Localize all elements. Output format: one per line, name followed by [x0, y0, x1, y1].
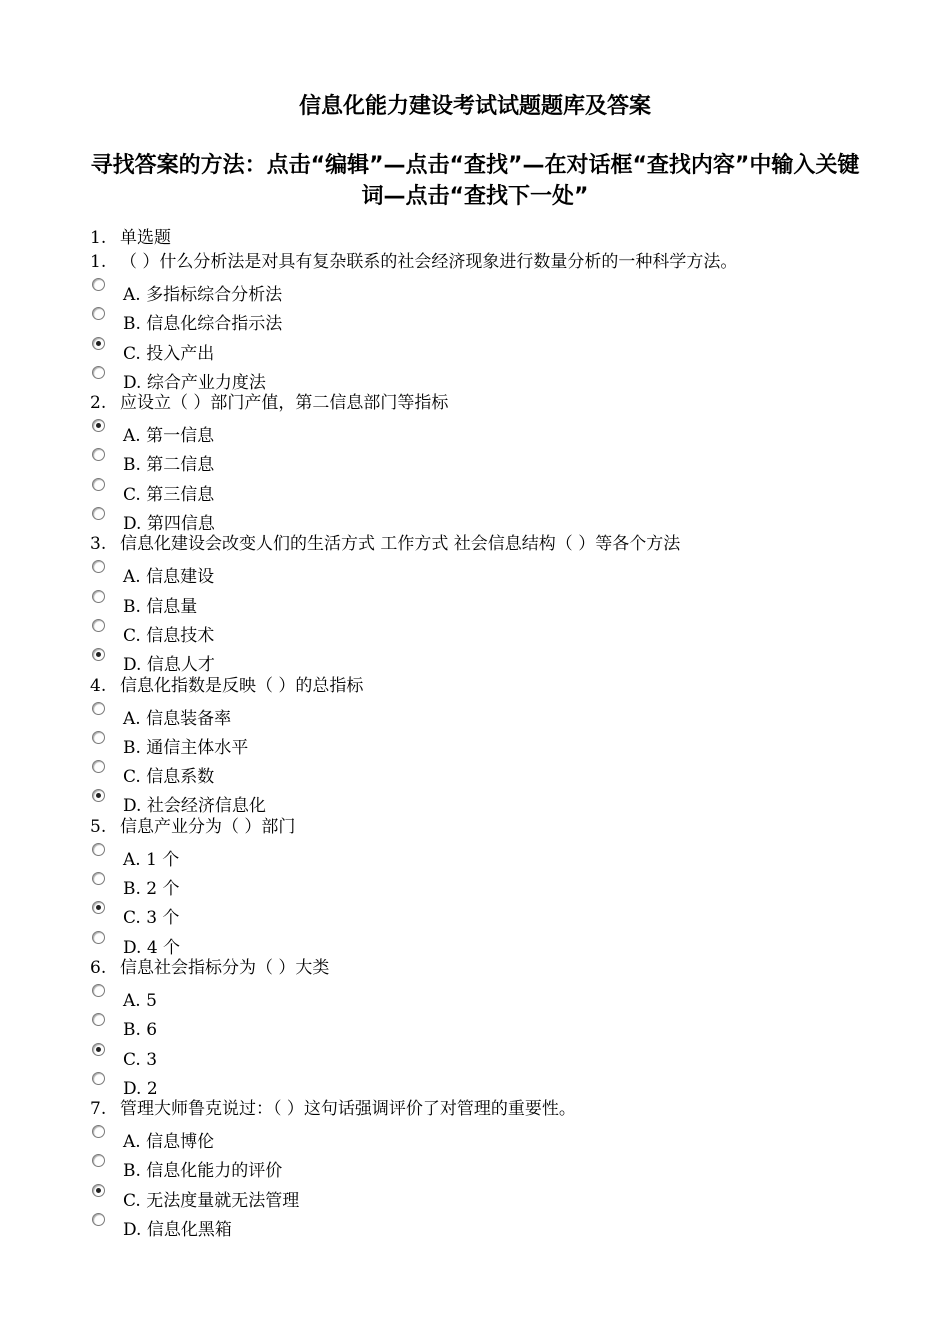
option-label: C. 信息系数: [123, 767, 215, 788]
radio-unchecked-icon[interactable]: [92, 760, 105, 773]
option-label: A. 5: [123, 990, 157, 1011]
option-label: B. 6: [123, 1020, 158, 1041]
option-row[interactable]: [90, 698, 870, 727]
radio-unchecked-icon[interactable]: [92, 619, 105, 632]
option-label: A. 多指标综合分析法: [123, 285, 283, 305]
option-label: C. 3 个: [123, 908, 180, 929]
radio-unchecked-icon[interactable]: [92, 448, 105, 461]
option-row[interactable]: [90, 927, 870, 956]
radio-unchecked-icon[interactable]: [92, 590, 105, 603]
option-label: D. 信息化黑箱: [123, 1220, 232, 1241]
radio-unchecked-icon[interactable]: [92, 1072, 105, 1085]
question-number: 6.: [90, 957, 107, 978]
option-row[interactable]: [90, 1068, 870, 1097]
section-label: 单选题: [120, 228, 171, 248]
radio-checked-icon[interactable]: [92, 419, 105, 432]
option-label: C. 无法度量就无法管理: [123, 1190, 300, 1211]
option-label: B. 第二信息: [123, 455, 215, 476]
option-row[interactable]: [90, 586, 870, 615]
option-label: C. 3: [123, 1049, 158, 1070]
radio-unchecked-icon[interactable]: [92, 872, 105, 885]
option-row[interactable]: [90, 644, 870, 676]
option-label: A. 信息装备率: [123, 708, 232, 729]
option-label: B. 通信主体水平: [123, 737, 249, 758]
radio-unchecked-icon[interactable]: [92, 307, 105, 320]
option-row[interactable]: [90, 980, 870, 1009]
option-label: B. 2 个: [123, 879, 180, 900]
option-label: D. 社会经济信息化: [123, 796, 266, 817]
radio-checked-icon[interactable]: [92, 789, 105, 802]
option-row[interactable]: [90, 1009, 870, 1041]
radio-unchecked-icon[interactable]: [92, 507, 105, 520]
radio-unchecked-icon[interactable]: [92, 702, 105, 715]
radio-unchecked-icon[interactable]: [92, 731, 105, 744]
option-label: A. 1 个: [123, 849, 180, 870]
radio-checked-icon[interactable]: [92, 1184, 105, 1197]
question-number: 5.: [90, 816, 107, 837]
option-label: B. 信息化能力的评价: [123, 1161, 283, 1182]
search-instructions: 寻找答案的方法：点击“编辑”—点击“查找”—在对话框“查找内容”中输入关键词—点击“查找下一处”: [90, 153, 860, 209]
option-row[interactable]: [90, 839, 870, 868]
option-row[interactable]: [90, 1209, 870, 1241]
option-row[interactable]: [90, 362, 870, 391]
option-label: D. 4 个: [123, 937, 181, 958]
option-row[interactable]: [90, 615, 870, 644]
radio-checked-icon[interactable]: [92, 337, 105, 350]
option-row[interactable]: [90, 785, 870, 817]
option-label: D. 信息人才: [123, 655, 215, 676]
radio-unchecked-icon[interactable]: [92, 278, 105, 291]
option-label: D. 第四信息: [123, 514, 215, 535]
option-row[interactable]: [90, 444, 870, 476]
radio-checked-icon[interactable]: [92, 1043, 105, 1056]
question-text: 信息社会指标分为（ ）大类: [120, 957, 330, 978]
questions: [90, 250, 870, 1241]
radio-unchecked-icon[interactable]: [92, 1125, 105, 1138]
option-label: C. 信息技术: [123, 625, 215, 646]
option-label: A. 信息建设: [123, 567, 215, 588]
question-text: 信息化指数是反映（ ）的总指标: [120, 675, 364, 696]
option-label: B. 信息化综合指示法: [123, 314, 283, 335]
question-list: [90, 226, 870, 1241]
option-label: D. 2: [123, 1078, 158, 1099]
section-heading: [90, 226, 870, 250]
option-row[interactable]: [90, 556, 870, 588]
question-1: [90, 250, 870, 274]
question-text: 信息产业分为（ ）部门: [120, 816, 296, 837]
radio-unchecked-icon[interactable]: [92, 478, 105, 491]
option-row[interactable]: [90, 1180, 870, 1209]
radio-checked-icon[interactable]: [92, 648, 105, 661]
radio-unchecked-icon[interactable]: [92, 366, 105, 379]
question-number: 2.: [90, 393, 107, 414]
document-title: 信息化能力建设考试试题题库及答案: [298, 94, 651, 119]
option-row[interactable]: [90, 1121, 870, 1153]
question-6: [90, 956, 870, 980]
radio-unchecked-icon[interactable]: [92, 843, 105, 856]
option-label: C. 投入产出: [123, 343, 215, 364]
option-row[interactable]: [90, 303, 870, 335]
question-text: 应设立（ ）部门产值，第二信息部门等指标: [120, 393, 449, 414]
question-7: [90, 1097, 870, 1121]
option-label: B. 信息量: [123, 596, 198, 617]
option-row[interactable]: [90, 897, 870, 929]
radio-unchecked-icon[interactable]: [92, 984, 105, 997]
option-label: D. 综合产业力度法: [123, 372, 266, 393]
question-number: 4.: [90, 675, 107, 696]
option-label: C. 第三信息: [123, 484, 215, 505]
question-number: 3.: [90, 534, 107, 555]
section-number: 1.: [90, 228, 107, 248]
option-row[interactable]: [90, 1039, 870, 1068]
radio-unchecked-icon[interactable]: [92, 560, 105, 573]
question-text: 信息化建设会改变人们的生活方式 工作方式 社会信息结构（ ）等各个方法: [120, 534, 681, 555]
option-row[interactable]: [90, 868, 870, 900]
option-row[interactable]: [90, 1150, 870, 1182]
question-text: （ ）什么分析法是对具有复杂联系的社会经济现象进行数量分析的一种科学方法。: [120, 252, 738, 272]
option-row[interactable]: [90, 756, 870, 788]
option-label: A. 信息博伦: [123, 1132, 215, 1153]
option-row[interactable]: [90, 727, 870, 756]
radio-unchecked-icon[interactable]: [92, 1154, 105, 1167]
radio-checked-icon[interactable]: [92, 901, 105, 914]
radio-unchecked-icon[interactable]: [92, 1013, 105, 1026]
option-row[interactable]: [90, 333, 870, 362]
option-row[interactable]: [90, 274, 870, 303]
option-row[interactable]: [90, 503, 870, 535]
option-label: A. 第一信息: [123, 426, 215, 447]
question-text: 管理大师鲁克说过：（ ）这句话强调评价了对管理的重要性。: [120, 1099, 576, 1120]
option-row[interactable]: [90, 474, 870, 503]
question-number: 7.: [90, 1099, 107, 1120]
option-row[interactable]: [90, 415, 870, 447]
question-number: 1.: [90, 252, 107, 272]
radio-unchecked-icon[interactable]: [92, 1213, 105, 1226]
radio-unchecked-icon[interactable]: [92, 931, 105, 944]
